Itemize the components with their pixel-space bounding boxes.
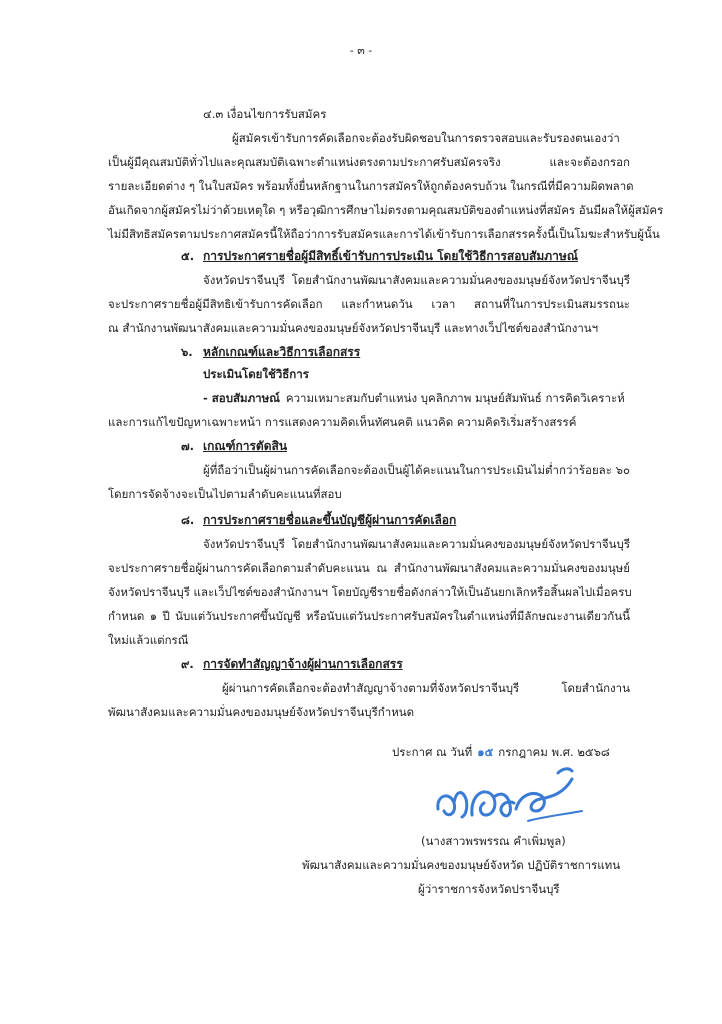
section-5-line: จังหวัดปราจีนบุรี โดยสำนักงานพัฒนาสังคมและความมั่นคงของมนุษย์จังหวัดปราจีนบุรี <box>203 273 630 287</box>
section-4-3-line: อันเกิดจากผู้สมัครไม่ว่าด้วยเหตุใด ๆ หรือวุฒิการศึกษาไม่ตรงตามคุณสมบัติของตำแหน่งที่สมัคร อันมีผลให้ผู้สมัคร <box>108 203 664 217</box>
signature-stroke <box>528 811 582 821</box>
section-8-line: จะประกาศรายชื่อผู้ผ่านการคัดเลือกตามลำดับคะแนน ณ สำนักงานพัฒนาสังคมและความมั่นคงของมนุษย์ <box>108 561 630 575</box>
section-6-item-line2: และการแก้ไขปัญหาเฉพาะหน้า การแสดงความคิดเห็นทัศนคติ แนวคิด ความคิดริเริ่มสร้างสรรค์ <box>108 415 577 429</box>
announcement-prefix: ประกาศ ณ วันที่ <box>392 745 473 759</box>
section-4-3-line: รายละเอียดต่าง ๆ ในใบสมัคร พร้อมทั้งยื่นหลักฐานในการสมัครให้ถูกต้องครบถ้วน ในกรณีที่มีความผิดพลาด <box>108 179 634 193</box>
section-9-line: พัฒนาสังคมและความมั่นคงของมนุษย์จังหวัดปราจีนบุรีกำหนด <box>108 705 415 719</box>
section-8-line: ใหม่แล้วแต่กรณี <box>108 633 189 647</box>
section-6-title: หลักเกณฑ์และวิธีการเลือกสรร <box>203 345 361 359</box>
section-6-item-lead: - สอบสัมภาษณ์ <box>203 391 280 405</box>
section-8-line: จังหวัดปราจีนบุรี และเว็ปไซต์ของสำนักงานฯ โดยบัญชีรายชื่อดังกล่าวให้เป็นอันยกเลิกหรือสิ้นผลไปเมื่อครบ <box>108 585 632 599</box>
section-8-number: ๘. <box>181 513 195 527</box>
section-9-line: ผู้ผ่านการคัดเลือกจะต้องทำสัญญาจ้างตามที่จังหวัดปราจีนบุรี โดยสำนักงาน <box>222 681 630 695</box>
section-9-title: การจัดทำสัญญาจ้างผู้ผ่านการเลือกสรร <box>203 657 403 671</box>
section-5-line: จะประกาศรายชื่อผู้มีสิทธิเข้ารับการคัดเลือก และกำหนดวัน เวลา สถานที่ในการประเมินสมรรถนะ <box>108 297 630 311</box>
section-7-title: เกณฑ์การตัดสิน <box>203 439 288 453</box>
section-7-number: ๗. <box>181 439 195 453</box>
signer-position: พัฒนาสังคมและความมั่นคงของมนุษย์จังหวัด ปฏิบัติราชการแทน <box>302 858 621 872</box>
section-4-3-line: เป็นผู้มีคุณสมบัติทั่วไปและคุณสมบัติเฉพาะตำแหน่งตรงตามประกาศรับสมัครจริง และจะต้องกรอก <box>108 155 630 169</box>
section-8-line: จังหวัดปราจีนบุรี โดยสำนักงานพัฒนาสังคมและความมั่นคงของมนุษย์จังหวัดปราจีนบุรี <box>203 537 630 551</box>
signature-image <box>432 765 592 827</box>
announcement-date <box>392 745 610 759</box>
signature-stroke <box>438 793 467 817</box>
section-7-line: โดยการจัดจ้างจะเป็นไปตามลำดับคะแนนที่สอบ <box>108 487 342 501</box>
page-number: - ๓ - <box>349 44 373 57</box>
section-4-3-title: ๔.๓ เงื่อนไขการรับสมัคร <box>203 107 327 121</box>
announcement-day: ๑๕ <box>477 745 494 759</box>
section-8-title: การประกาศรายชื่อและขึ้นบัญชีผู้ผ่านการคัดเลือก <box>203 513 457 527</box>
section-8-line: กำหนด ๑ ปี นับแต่วันประกาศขึ้นบัญชี หรือนับแต่วันประกาศรับสมัครในตำแหน่งที่มีลักษณะงานเดียวกันนี้ <box>108 609 630 623</box>
signature-stroke <box>516 769 572 811</box>
signature-stroke <box>472 792 514 816</box>
section-6-item-text: ความเหมาะสมกับตำแหน่ง บุคลิกภาพ มนุษย์สัมพันธ์ การคิดวิเคราะห์ <box>285 391 625 405</box>
announcement-month-year: กรกฎาคม พ.ศ. ๒๕๖๘ <box>498 745 610 759</box>
section-9-number: ๙. <box>181 657 194 671</box>
section-4-3-line: ผู้สมัครเข้ารับการคัดเลือกจะต้องรับผิดชอบในการตรวจสอบและรับรองตนเองว่า <box>232 131 620 145</box>
section-6-subtitle: ประเมินโดยใช้วิธีการ <box>203 367 309 381</box>
signer-for: ผู้ว่าราชการจังหวัดปราจีนบุรี <box>418 882 560 896</box>
section-6-number: ๖. <box>181 345 193 359</box>
section-5-line: ณ สำนักงานพัฒนาสังคมและความมั่นคงของมนุษย์จังหวัดปราจีนบุรี และทางเว็ปไซต์ของสำนักงานฯ <box>108 321 599 335</box>
signer-name: (นางสาวพรพรรณ คำเพิ่มพูล) <box>421 834 566 848</box>
section-7-line: ผู้ที่ถือว่าเป็นผู้ผ่านการคัดเลือกจะต้องเป็นผู้ได้คะแนนในการประเมินไม่ต่ำกว่าร้อยละ ๖๐ <box>203 463 630 477</box>
section-6-item <box>203 391 630 405</box>
section-5-title: การประกาศรายชื่อผู้มีสิทธิ์เข้ารับการประเมิน โดยใช้วิธีการสอบสัมภาษณ์ <box>203 249 578 263</box>
section-5-number: ๕. <box>181 249 195 263</box>
section-4-3-line: ไม่มีสิทธิสมัครตามประกาศสมัครนี้ให้ถือว่าการรับสมัครและการได้เข้ารับการเลือกสรรครั้งนี้เป็นโมฆะสำหรับผู้นั้น <box>108 227 660 241</box>
